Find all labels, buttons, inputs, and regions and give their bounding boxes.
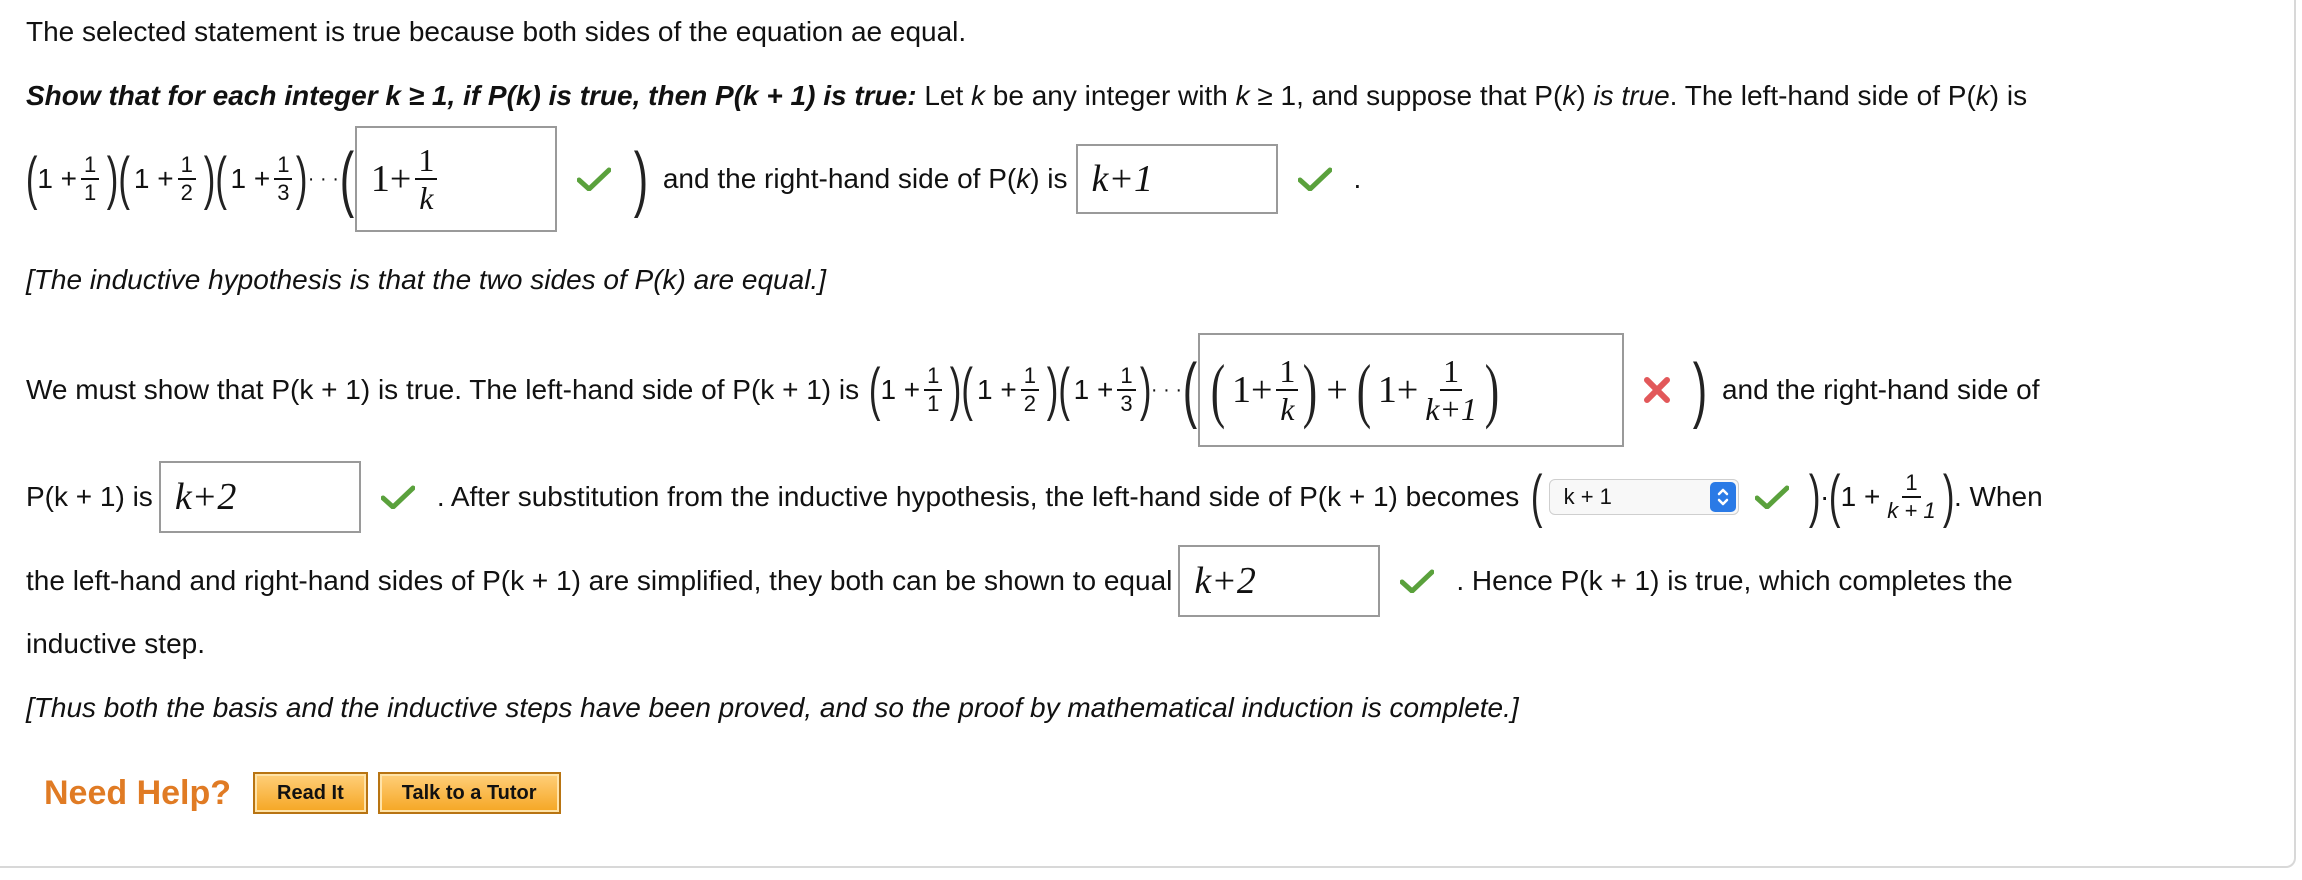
answer-box-last-factor[interactable]: 1+ $\frac{1}{k}$ [355,126,557,232]
answer-box-rhs-pk[interactable]: k+1 [1076,144,1278,214]
check-icon [1400,569,1434,593]
statement-text: The selected statement is true because both sides of the equation ae equal. [26,16,967,47]
answer-box-rhs-pk1[interactable]: k+2 [159,461,361,533]
substitution-dropdown[interactable]: k + 1 [1549,479,1739,515]
chevron-up-down-icon [1710,482,1736,512]
lhs-pk1-line: We must show that P(k + 1) is true. The left-hand side of P(k + 1) is ( 1 + $\frac{1}{1}$ )( 1 + $\frac{1}{2}$ )( 1 + $\frac{1}{3}$ ) · · · ( ( 1+ $\frac{1}{k}$ ) + ( 1+ $\frac{1}{k+1}$ ) ) and the right-hand side of [26,330,2040,450]
check-icon [577,167,611,191]
help-bar [44,772,571,814]
read-it-button[interactable]: Read It [253,772,368,814]
conclusion-note: [Thus both the basis and the inductive steps have been proved, and so the proof by mathematical induction is complete.] [26,692,1519,723]
inductive-hypothesis-note: [The inductive hypothesis is that the two sides of P(k) are equal.] [26,264,826,295]
inductive-step-intro: Show that for each integer k ≥ 1, if P(k) is true, then P(k + 1) is true: Let k be any integer with k ≥ 1, and suppose that P( k ) is true . The left-hand side of P( k ) is [26,80,2028,111]
answer-box-pk1-factor[interactable]: ( 1+ $\frac{1}{k}$ ) + ( 1+ $\frac{1}{k+1}$ ) [1198,333,1624,447]
check-icon [1755,485,1789,509]
rhs-pk1-line: P(k + 1) is k+2 . After substitution from the inductive hypothesis, the left-hand side of P(k + 1) becomes ( k + 1 ) · ( 1 + $\frac{1}{k + 1}$ ) . When [26,460,2043,534]
answer-box-simplified[interactable]: k+2 [1178,545,1380,617]
check-icon [1298,167,1332,191]
fraction: $\frac{1}{2}$ [178,154,196,204]
fraction: $\frac{1}{1}$ [81,154,99,204]
statement-line [26,16,966,48]
inductive-step-heading: Show that for each integer k ≥ 1, if P(k) is true, then P(k + 1) is true: [26,80,917,111]
cross-icon [1642,375,1672,405]
fraction: $\frac{1}{3}$ [274,154,292,204]
inductive-step-end: inductive step. [26,628,205,659]
need-help-label: Need Help? [44,773,232,812]
simplified-line: the left-hand and right-hand sides of P(k + 1) are simplified, they both can be shown to equal k+2 . Hence P(k + 1) is true, which completes the [26,544,2013,618]
lhs-pk-line: ( 1 + $\frac{1}{1}$ )( 1 + $\frac{1}{2}$ )( 1 + $\frac{1}{3}$ ) · · · ( 1+ $\frac{1}{k}$ ) and the right-hand side of P( k ) is k+1 . [26,124,1361,234]
talk-to-tutor-button[interactable]: Talk to a Tutor [378,772,561,814]
check-icon [381,485,415,509]
